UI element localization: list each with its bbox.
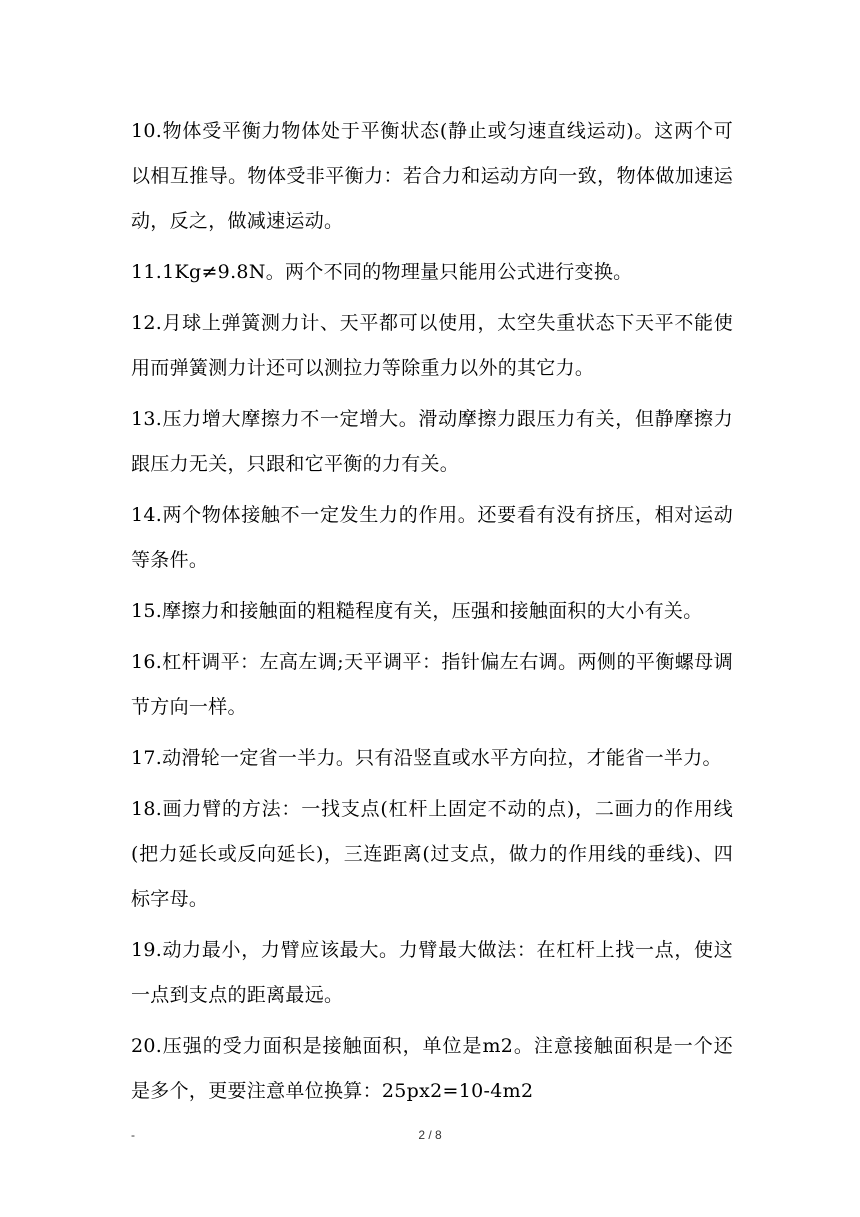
paragraph-item-18: 18.画力臂的方法：一找支点(杠杆上固定不动的点)，二画力的作用线(把力延长或反向延长)，三连距离(过支点，做力的作用线的垂线)、四标字母。 bbox=[131, 798, 733, 910]
paragraph-item-14: 14.两个物体接触不一定发生力的作用。还要看有没有挤压，相对运动等条件。 bbox=[131, 504, 733, 571]
paragraph-item-13: 13.压力增大摩擦力不一定增大。滑动摩擦力跟压力有关，但静摩擦力跟压力无关，只跟和它平衡的力有关。 bbox=[131, 408, 733, 475]
paragraph-item-10: 10.物体受平衡力物体处于平衡状态(静止或匀速直线运动)。这两个可以相互推导。物体受非平衡力：若合力和运动方向一致，物体做加速运动，反之，做减速运动。 bbox=[131, 120, 733, 232]
paragraph-item-17: 17.动滑轮一定省一半力。只有沿竖直或水平方向拉，才能省一半力。 bbox=[131, 747, 722, 769]
paragraph-item-12: 12.月球上弹簧测力计、天平都可以使用，太空失重状态下天平不能使用而弹簧测力计还可以测拉力等除重力以外的其它力。 bbox=[131, 312, 733, 379]
document-body bbox=[131, 109, 733, 1120]
page-number: 2 / 8 bbox=[418, 1128, 442, 1142]
paragraph-item-20: 20.压强的受力面积是接触面积，单位是m2。注意接触面积是一个还是多个，更要注意单位换算：25px2=10-4m2 bbox=[131, 1035, 733, 1102]
paragraph-item-19: 19.动力最小，力臂应该最大。力臂最大做法：在杠杆上找一点，使这一点到支点的距离最远。 bbox=[131, 939, 733, 1006]
paragraph-item-15: 15.摩擦力和接触面的粗糙程度有关，压强和接触面积的大小有关。 bbox=[131, 600, 703, 622]
paragraph-item-11: 11.1Kg≠9.8N。两个不同的物理量只能用公式进行变换。 bbox=[131, 261, 633, 283]
paragraph-item-16: 16.杠杆调平：左高左调;天平调平：指针偏左右调。两侧的平衡螺母调节方向一样。 bbox=[131, 651, 733, 718]
footer-dash: - bbox=[131, 1128, 135, 1142]
